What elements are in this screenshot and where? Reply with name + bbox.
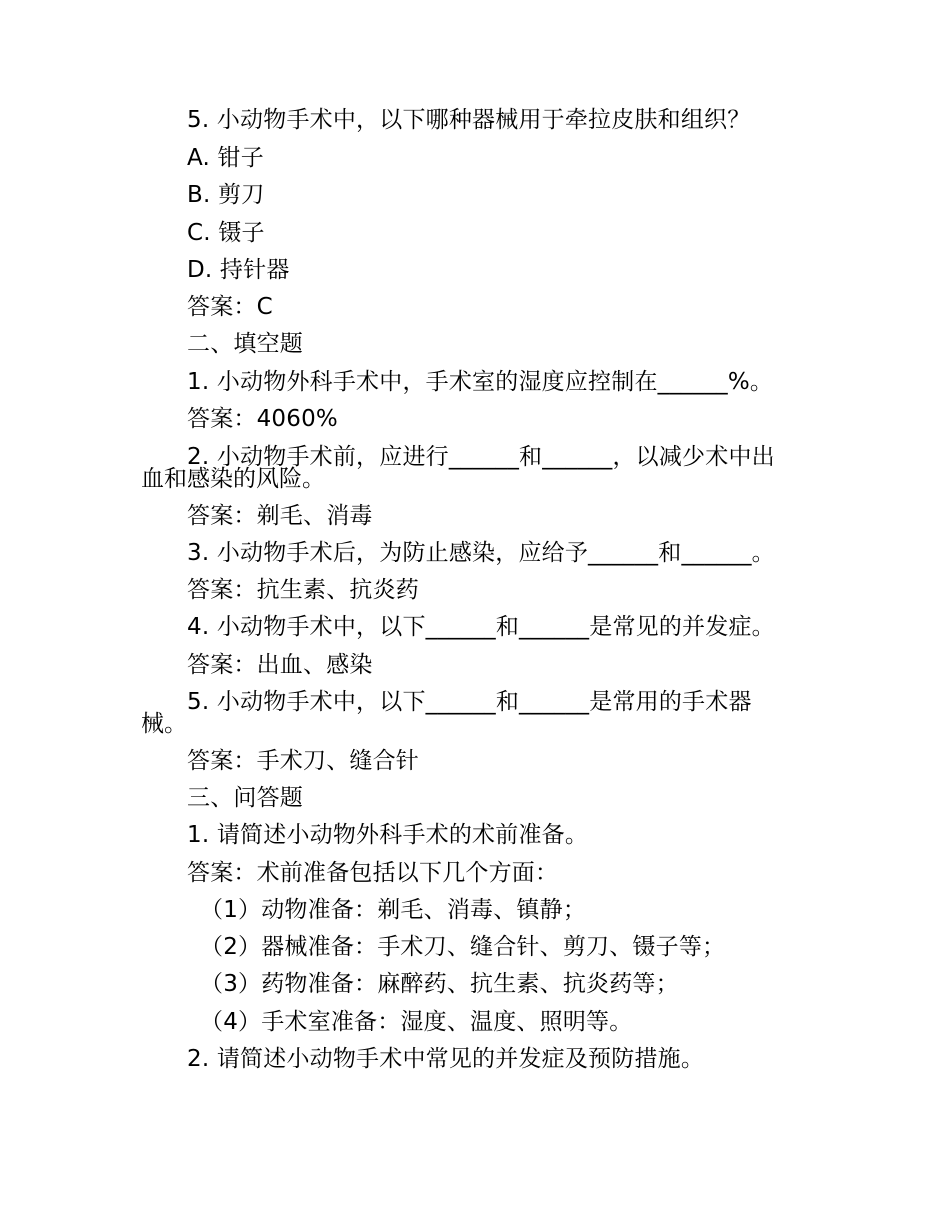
option-d: D. 持针器 [187,257,290,283]
option-b: B. 剪刀 [187,182,265,208]
option-a: A. 钳子 [187,145,264,171]
fill-blank-answer-1: 答案：4060% [187,406,338,432]
qa-answer-1-item-2: （2）器械准备：手术刀、缝合针、剪刀、镊子等； [200,934,726,960]
qa-answer-1-item-1: （1）动物准备：剃毛、消毒、镇静； [200,897,587,923]
fill-blank-answer-3: 答案：抗生素、抗炎药 [187,577,419,603]
qa-answer-1-item-4: （4）手术室准备：湿度、温度、照明等。 [200,1009,633,1035]
fill-blank-q5: 5. 小动物手术中，以下______和______是常用的手术器 [187,689,752,715]
fill-blank-q3: 3. 小动物手术后，为防止感染，应给予______和______。 [187,540,775,566]
answer-q5: 答案：C [187,294,273,320]
fill-blank-answer-5: 答案：手术刀、缝合针 [187,748,419,774]
fill-blank-answer-2: 答案：剃毛、消毒 [187,503,373,529]
fill-blank-q4: 4. 小动物手术中，以下______和______是常见的并发症。 [187,614,775,640]
fill-blank-q5-continuation: 械。 [141,711,187,737]
qa-question-1: 1. 请简述小动物外科手术的术前准备。 [187,822,589,848]
option-c: C. 镊子 [187,220,265,246]
fill-blank-q1: 1. 小动物外科手术中，手术室的湿度应控制在______%。 [187,369,774,395]
question-5-stem: 5. 小动物手术中，以下哪种器械用于牵拉皮肤和组织？ [187,107,751,133]
fill-blank-answer-4: 答案：出血、感染 [187,652,373,678]
qa-question-2: 2. 请简述小动物手术中常见的并发症及预防措施。 [187,1046,705,1072]
qa-answer-1-intro: 答案：术前准备包括以下几个方面： [187,860,559,886]
section-heading-qa: 三、问答题 [187,785,303,811]
fill-blank-q2-continuation: 血和感染的风险。 [141,466,325,492]
section-heading-fill-blank: 二、填空题 [187,331,303,357]
fill-blank-q2: 2. 小动物手术前，应进行______和______，以减少术中出 [187,444,775,470]
qa-answer-1-item-3: （3）药物准备：麻醉药、抗生素、抗炎药等； [200,971,679,997]
